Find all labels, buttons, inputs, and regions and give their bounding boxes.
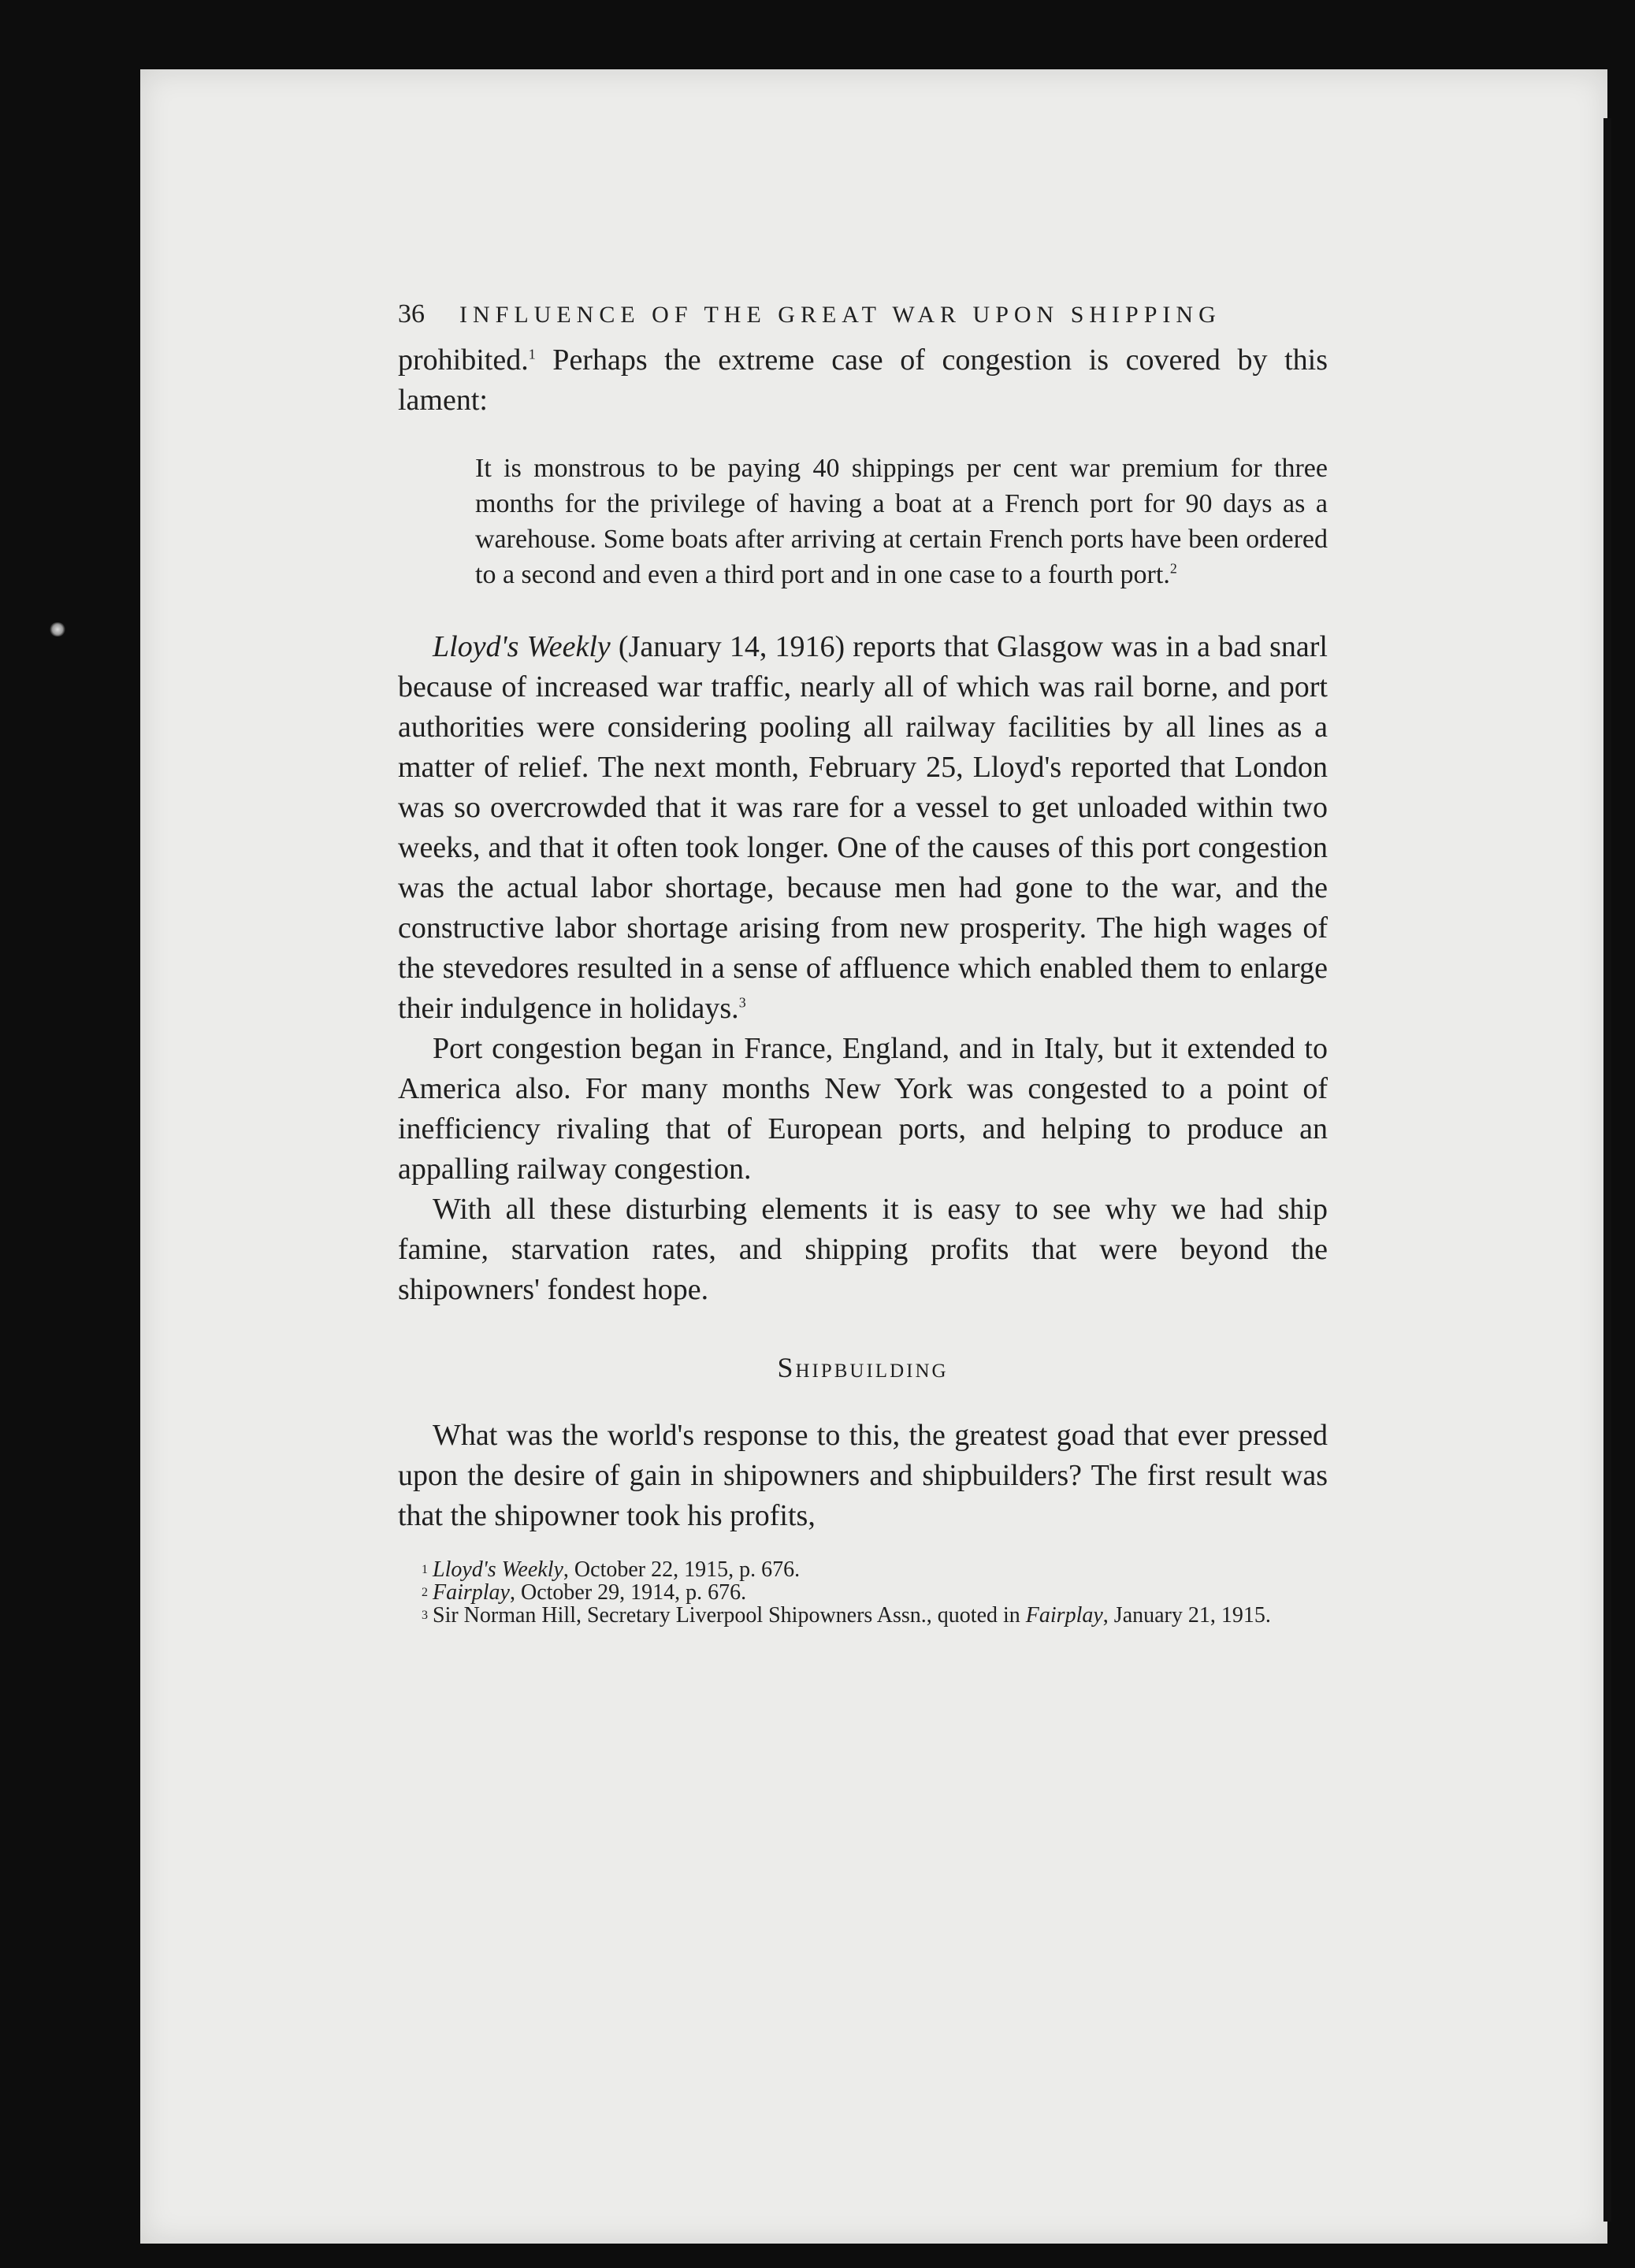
footnote-1 bbox=[422, 1558, 1328, 1581]
footnote-3-text: Sir Norman Hill, Secretary Liverpool Shipowners Assn., quoted in bbox=[433, 1603, 1026, 1628]
running-header bbox=[398, 299, 1328, 329]
footnote-2-text: , October 29, 1914, p. 676. bbox=[510, 1580, 747, 1605]
footnote-3 bbox=[398, 1604, 1328, 1627]
page-number: 36 bbox=[398, 299, 425, 329]
paragraph-4: With all these disturbing elements it is easy to see why we had ship famine, starvation rates, and shipping profits that were beyond the shipowners' fondest hope. bbox=[398, 1193, 1328, 1306]
block-quote-text: It is monstrous to be paying 40 shippings per cent war premium for three months for the privilege of having a boat at a French port for 90 days as a warehouse. Some boats after arriving at certain French ports have been ordered to a second and even a third port and in one case to a fourth port. bbox=[475, 454, 1328, 589]
scan-speck bbox=[49, 622, 66, 637]
paragraph-2-italic: Lloyd's Weekly bbox=[433, 630, 611, 663]
footnote-1-italic: Lloyd's Weekly bbox=[433, 1557, 563, 1582]
footnote-ref-1[interactable]: 1 bbox=[528, 346, 536, 362]
footnote-3-text-after: , January 21, 1915. bbox=[1102, 1603, 1271, 1628]
footnote-ref-3[interactable]: 3 bbox=[738, 994, 746, 1011]
footnote-1-text: , October 22, 1915, p. 676. bbox=[563, 1557, 801, 1582]
running-title: INFLUENCE OF THE GREAT WAR UPON SHIPPING bbox=[459, 302, 1221, 328]
footnote-ref-2[interactable]: 2 bbox=[1169, 560, 1177, 577]
footnote-2-italic: Fairplay bbox=[433, 1580, 510, 1605]
page-text bbox=[398, 299, 1328, 1627]
paragraph-5: What was the world's response to this, the greatest goad that ever pressed upon the desire of gain in shipowners and shipbuilders? The first result was that the shipowner took his profits, bbox=[398, 1419, 1328, 1532]
footnote-mark-2: 2 bbox=[422, 1586, 428, 1599]
footnote-mark-3: 3 bbox=[422, 1609, 428, 1622]
footnotes bbox=[398, 1558, 1328, 1627]
paragraph-3: Port congestion began in France, England, and in Italy, but it extended to America also. For many months New York was congested to a point of inefficiency rivaling that of European ports, and helping to produce an appalling railway congestion. bbox=[398, 1032, 1328, 1186]
footnote-3-italic: Fairplay bbox=[1025, 1603, 1103, 1628]
scan-edge-shadow bbox=[1603, 118, 1611, 2222]
footnote-mark-1: 1 bbox=[422, 1563, 428, 1576]
paragraph-2 bbox=[398, 627, 1328, 1029]
paragraph-2-text: (January 14, 1916) reports that Glasgow was in a bad snarl because of increased war traffic, nearly all of which was rail borne, and port authorities were considering pooling all railway facilities by all lines as a matter of relief. The next month, February 25, Lloyd's reported that London was so overcrowded that it was rare for a vessel to get unloaded within two weeks, and that it often took longer. One of the causes of this port congestion was the actual labor shortage, because men had gone to the war, and the constructive labor shortage arising from new prosperity. The high wages of the stevedores resulted in a sense of affluence which enabled them to enlarge their indulgence in holidays. bbox=[398, 630, 1328, 1025]
paragraph-1 bbox=[398, 340, 1328, 421]
section-heading: Shipbuilding bbox=[777, 1352, 949, 1383]
paragraph-1-text-a: prohibited. bbox=[398, 343, 529, 377]
paragraph-1-text-b: Perhaps the extreme case of congestion is covered by this lament: bbox=[398, 343, 1328, 417]
block-quote bbox=[475, 451, 1328, 592]
footnote-2 bbox=[422, 1581, 1328, 1604]
